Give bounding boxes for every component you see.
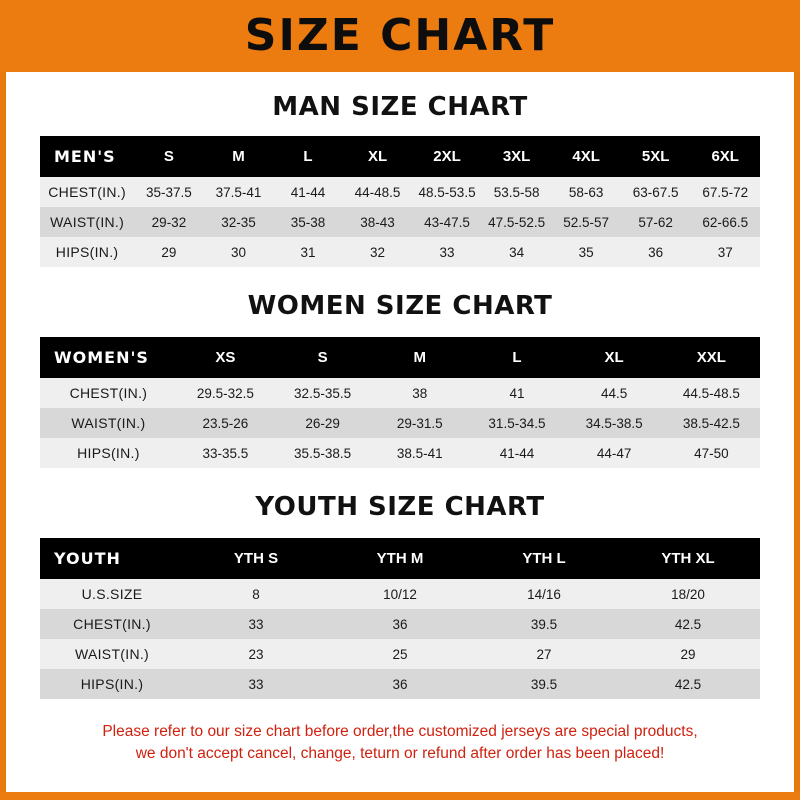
table-row <box>40 669 760 699</box>
table-cell: 37.5-41 <box>204 177 274 207</box>
row-label: HIPS(IN.) <box>40 237 134 267</box>
table-row <box>40 639 760 669</box>
table-cell: 26-29 <box>274 408 371 438</box>
footer-note-line-2: we don't accept cancel, change, teturn or refund after order has been placed! <box>135 745 665 763</box>
table-header-row <box>40 337 760 378</box>
table-cell: 35-38 <box>273 207 343 237</box>
table-cell: 63-67.5 <box>621 177 691 207</box>
bottom-accent-bar <box>0 792 800 800</box>
table-cell: 33-35.5 <box>177 438 274 468</box>
table-cell: 41 <box>468 378 565 408</box>
table-cell: 38 <box>371 378 468 408</box>
table-cell: 53.5-58 <box>482 177 552 207</box>
table-cell: 39.5 <box>472 669 616 699</box>
table-row <box>40 579 760 609</box>
youth-size-table <box>40 538 760 699</box>
table-cell: 34 <box>482 237 552 267</box>
row-label: CHEST(IN.) <box>40 609 184 639</box>
table-cell: 32.5-35.5 <box>274 378 371 408</box>
column-header: YTH S <box>184 538 328 579</box>
footer-note <box>40 721 760 766</box>
table-row <box>40 237 760 267</box>
column-header: XL <box>566 337 663 378</box>
table-cell: 38.5-42.5 <box>663 408 760 438</box>
table-cell: 57-62 <box>621 207 691 237</box>
column-header: XL <box>343 136 413 177</box>
page-title: SIZE CHART <box>244 10 556 61</box>
table-cell: 29-31.5 <box>371 408 468 438</box>
column-header: 3XL <box>482 136 552 177</box>
table-cell: 35.5-38.5 <box>274 438 371 468</box>
table-cell: 35 <box>551 237 621 267</box>
row-label: CHEST(IN.) <box>40 177 134 207</box>
table-header-row <box>40 538 760 579</box>
table-cell: 48.5-53.5 <box>412 177 482 207</box>
column-header: 6XL <box>690 136 760 177</box>
column-header: S <box>274 337 371 378</box>
row-label: WAIST(IN.) <box>40 639 184 669</box>
table-cell: 32 <box>343 237 413 267</box>
table-cell: 29 <box>616 639 760 669</box>
table-cell: 43-47.5 <box>412 207 482 237</box>
table-cell: 23.5-26 <box>177 408 274 438</box>
table-cell: 36 <box>621 237 691 267</box>
column-header: MEN'S <box>40 136 134 177</box>
column-header: 2XL <box>412 136 482 177</box>
column-header: S <box>134 136 204 177</box>
table-cell: 38.5-41 <box>371 438 468 468</box>
table-cell: 37 <box>690 237 760 267</box>
table-row <box>40 378 760 408</box>
table-row <box>40 408 760 438</box>
table-cell: 44-48.5 <box>343 177 413 207</box>
table-cell: 31 <box>273 237 343 267</box>
table-cell: 47.5-52.5 <box>482 207 552 237</box>
table-cell: 42.5 <box>616 669 760 699</box>
row-label: U.S.SIZE <box>40 579 184 609</box>
column-header: YTH M <box>328 538 472 579</box>
table-cell: 23 <box>184 639 328 669</box>
table-cell: 31.5-34.5 <box>468 408 565 438</box>
table-header-row <box>40 136 760 177</box>
youth-section-title: YOUTH SIZE CHART <box>255 492 545 522</box>
man-size-table <box>40 136 760 267</box>
column-header: XS <box>177 337 274 378</box>
column-header: XXL <box>663 337 760 378</box>
column-header: M <box>204 136 274 177</box>
row-label: CHEST(IN.) <box>40 378 177 408</box>
table-cell: 27 <box>472 639 616 669</box>
table-cell: 52.5-57 <box>551 207 621 237</box>
table-row <box>40 438 760 468</box>
row-label: HIPS(IN.) <box>40 669 184 699</box>
table-cell: 29.5-32.5 <box>177 378 274 408</box>
table-cell: 14/16 <box>472 579 616 609</box>
table-cell: 29-32 <box>134 207 204 237</box>
column-header: YOUTH <box>40 538 184 579</box>
column-header: 5XL <box>621 136 691 177</box>
table-cell: 44.5 <box>566 378 663 408</box>
column-header: M <box>371 337 468 378</box>
table-cell: 41-44 <box>468 438 565 468</box>
man-section-title: MAN SIZE CHART <box>272 92 528 122</box>
table-row <box>40 177 760 207</box>
table-cell: 8 <box>184 579 328 609</box>
footer-note-line-1: Please refer to our size chart before order,the customized jerseys are special products, <box>102 723 698 740</box>
table-cell: 32-35 <box>204 207 274 237</box>
table-cell: 35-37.5 <box>134 177 204 207</box>
table-cell: 42.5 <box>616 609 760 639</box>
table-cell: 33 <box>184 609 328 639</box>
table-cell: 36 <box>328 609 472 639</box>
column-header: L <box>468 337 565 378</box>
table-cell: 34.5-38.5 <box>566 408 663 438</box>
table-cell: 29 <box>134 237 204 267</box>
table-cell: 36 <box>328 669 472 699</box>
column-header: L <box>273 136 343 177</box>
header-banner <box>0 0 800 72</box>
table-cell: 44.5-48.5 <box>663 378 760 408</box>
table-cell: 62-66.5 <box>690 207 760 237</box>
table-cell: 33 <box>412 237 482 267</box>
women-size-table <box>40 337 760 468</box>
table-cell: 39.5 <box>472 609 616 639</box>
row-label: HIPS(IN.) <box>40 438 177 468</box>
table-cell: 33 <box>184 669 328 699</box>
table-cell: 44-47 <box>566 438 663 468</box>
content-area <box>6 92 794 766</box>
column-header: YTH XL <box>616 538 760 579</box>
column-header: WOMEN'S <box>40 337 177 378</box>
table-cell: 18/20 <box>616 579 760 609</box>
table-cell: 41-44 <box>273 177 343 207</box>
table-row <box>40 207 760 237</box>
table-cell: 58-63 <box>551 177 621 207</box>
column-header: YTH L <box>472 538 616 579</box>
table-cell: 30 <box>204 237 274 267</box>
table-cell: 38-43 <box>343 207 413 237</box>
column-header: 4XL <box>551 136 621 177</box>
table-cell: 25 <box>328 639 472 669</box>
table-cell: 47-50 <box>663 438 760 468</box>
table-cell: 10/12 <box>328 579 472 609</box>
table-row <box>40 609 760 639</box>
row-label: WAIST(IN.) <box>40 207 134 237</box>
women-section-title: WOMEN SIZE CHART <box>247 291 553 321</box>
row-label: WAIST(IN.) <box>40 408 177 438</box>
table-cell: 67.5-72 <box>690 177 760 207</box>
